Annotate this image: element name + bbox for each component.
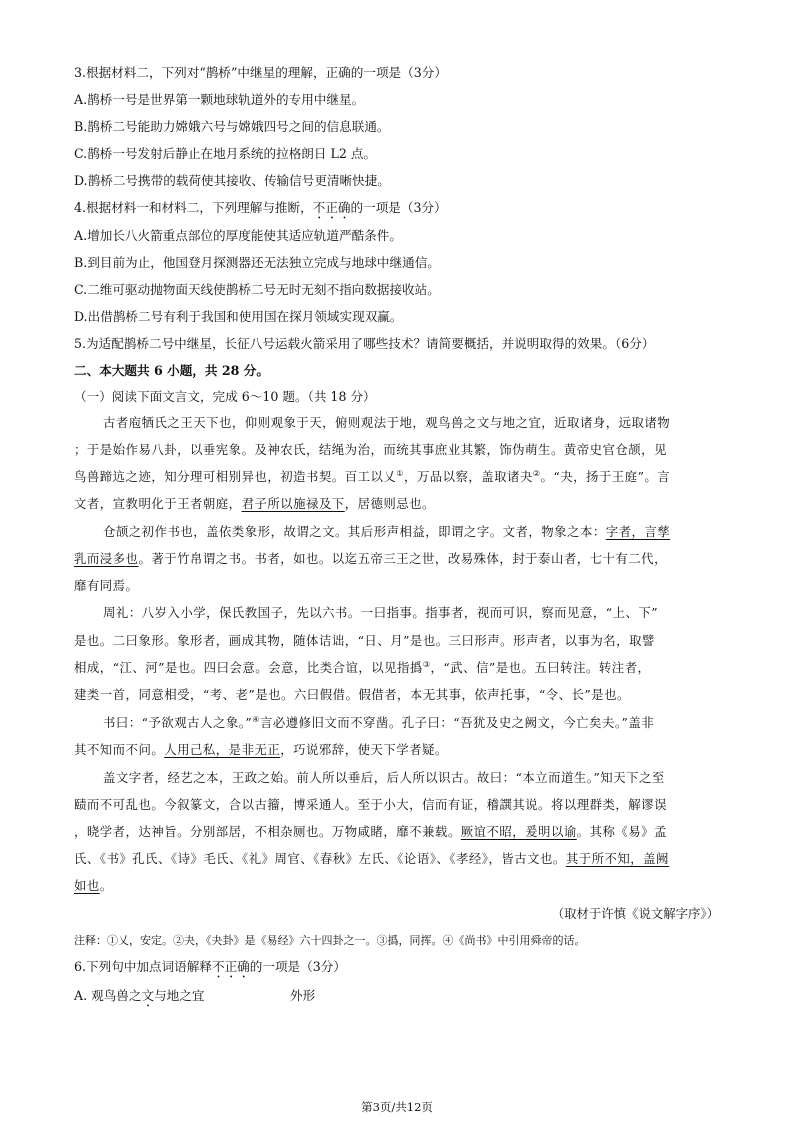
p1-l4-text: 文者，宣教明化于王者朝庭， <box>74 496 242 511</box>
p5-l4-text: 氏、《书》孔氏、《诗》毛氏、《礼》周官、《春秋》左氏、《论语》、《孝经》，皆古文也。 <box>74 851 566 866</box>
underlined-phrase: 如也 <box>74 878 100 893</box>
passage-p4-line1 <box>103 713 654 731</box>
passage-p4-line2 <box>74 740 448 758</box>
q4-stem <box>74 197 447 222</box>
passage-p3-line1: 周礼：八岁入小学，保氏教国子，先以六书。一曰指事。指事者，视而可识，察而见意，“上、下” <box>103 605 659 620</box>
q6-stem-emphasis: 不正确 <box>211 959 250 974</box>
passage-p3-line4: 建类一首，同意相受，“考、老”是也。六曰假借。假借者，本无其事，依声托事，“令、长”是也。 <box>74 687 630 702</box>
q3-option-c: C.鹊桥一号发射后静止在地月系统的拉格朗日 L2 点。 <box>74 146 377 161</box>
p5-l3-text-b: 。其称《易》孟 <box>576 824 667 839</box>
passage-p1-line4 <box>74 494 435 512</box>
footnote-4: ④ <box>252 714 260 724</box>
underlined-phrase: 君子所以施禄及下 <box>241 496 345 511</box>
p3-l3-text-b: ，“武、信”是也。五曰转注。转注者， <box>430 660 651 675</box>
passage-p5-line4 <box>74 849 669 867</box>
passage-p5-line5 <box>74 876 113 894</box>
q5-stem: 5.为适配鹊桥二号中继星，长征八号运载火箭采用了哪些技术？请简要概括，并说明取得的效果。（6分） <box>74 336 655 351</box>
section2-subtitle: （一）阅读下面文言文，完成 6～10 题。（共 18 分） <box>74 389 376 404</box>
passage-p2-line2 <box>74 549 667 567</box>
q3-stem: 3.根据材料二，下列对“鹊桥”中继星的理解，正确的一项是（3分） <box>74 65 447 80</box>
p2-l2-text: 。著于竹帛谓之书。书者，如也。以迄五帝三王之世，改易殊体，封于泰山者，七十有二代， <box>138 551 667 566</box>
underlined-phrase: 厥谊不昭，爰明以谕 <box>460 824 577 839</box>
q4-option-a: A.增加长八火箭重点部位的厚度能使其适应轨道严酷条件。 <box>74 228 402 243</box>
q4-option-b: B.到目前为止，他国登月探测器还无法独立完成与地球中继通信。 <box>74 255 440 270</box>
passage-source: （取材于许慎《说文解字序》） <box>551 906 719 921</box>
underlined-phrase: 人用己私，是非无正 <box>164 742 281 757</box>
page-footer: 第3页/共12页 <box>361 1100 433 1114</box>
p4-l2-text: 其不知而不问。 <box>74 742 165 757</box>
footnotes: 注释：①乂，安定。②夬，《夬卦》是《易经》六十四卦之一。③撝，同挥。④《尚书》中引用舜帝的话。 <box>74 934 586 947</box>
passage-p1-line2: ；于是始作易八卦，以垂宪象。及神农氏，结绳为治，而统其事庶业其繁，饰伪萌生。黄帝史官仓颉，见 <box>74 442 667 457</box>
passage-p3-line2: 是也。二曰象形。象形者，画成其物，随体诘诎，“日、月”是也。三曰形声。形声者，以事为名，取譬 <box>74 633 655 648</box>
p5-l3-text: ，晓学者，达神旨。分别部居，不相杂厕也。万物咸睹，靡不兼载。 <box>74 824 461 839</box>
p4-l2-text-b: ，巧说邪辞，使天下学者疑。 <box>280 742 448 757</box>
q3-option-a: A.鹊桥一号是世界第一颗地球轨道外的专用中继星。 <box>74 92 365 107</box>
q6-option-a <box>74 985 204 1010</box>
underlined-phrase: 字者，言孳 <box>605 524 671 539</box>
passage-p5-line2: 赜而不可乱也。今叙篆文，合以古籀，博采通人。至于小大，信而有证，稽譔其说。将以理群类，解谬误 <box>74 797 667 812</box>
q3-option-d: D.鹊桥二号携带的载荷使其接收、传输信号更清晰快捷。 <box>74 173 390 188</box>
q6-a-pre: A. 观鸟兽之 <box>74 988 142 1003</box>
footnote-2: ② <box>532 468 541 478</box>
p5-l5-text: 。 <box>99 878 113 893</box>
q4-stem-post: 的一项是（3分） <box>350 200 447 215</box>
q3-option-b: B.鹊桥二号能助力嫦娥六号与嫦娥四号之间的信息联通。 <box>74 119 390 134</box>
passage-p1-line1: 古者庖牺氏之王天下也，仰则观象于天，俯则观法于地，观鸟兽之文与地之宜，近取诸身，远取诸物 <box>103 415 671 430</box>
q4-option-d: D.出借鹊桥二号有利于我国和使用国在探月领域实现双赢。 <box>74 309 403 324</box>
passage-p1-line3 <box>74 467 670 485</box>
q6-a-emphasis: 文 <box>141 988 155 1003</box>
q6-stem-post: 的一项是（3分） <box>249 959 346 974</box>
q6-a-post: 与地之宜 <box>154 988 205 1003</box>
p1-l3-text: 鸟兽蹄迒之迹，知分理可相别异也，初造书契。百工以乂 <box>74 469 397 484</box>
passage-p5-line3 <box>74 822 667 840</box>
p4-l1-text: 书曰：“予欲观古人之象。” <box>103 715 253 730</box>
q6-stem-pre: 6.下列句中加点词语解释 <box>74 959 212 974</box>
p1-l3-text-c: 。“夬，扬于王庭”。言 <box>540 469 671 484</box>
p1-l4-text-b: ，居德则忌也。 <box>344 496 435 511</box>
footnote-1: ① <box>396 468 404 478</box>
p4-l1-text-b: 言必遵修旧文而不穿凿。孔子曰：“吾犹及史之阙文，今亡矣夫。”盖非 <box>259 715 655 730</box>
passage-p2-line1 <box>103 522 670 540</box>
passage-p2-line3: 靡有同焉。 <box>74 578 139 593</box>
footnote-3: ③ <box>422 659 431 669</box>
underlined-phrase: 乳而浸多也 <box>74 551 139 566</box>
p1-l3-text-b: ，万品以察，盖取诸夬 <box>403 469 533 484</box>
q4-stem-emphasis: 不正确 <box>312 200 351 215</box>
q6-stem <box>74 956 346 981</box>
section2-title: 二、本大题共 6 小题，共 28 分。 <box>74 363 269 378</box>
p2-l1-text: 仓颉之初作书也，盖依类象形，故谓之文。其后形声相益，即谓之字。文者，物象之本： <box>103 524 606 539</box>
passage-p5-line1: 盖文字者，经艺之本，王政之始。前人所以垂后，后人所以识古。故曰：“本立而道生。”知天下之至 <box>103 770 665 785</box>
q4-option-c: C.二维可驱动抛物面天线使鹊桥二号无时无刻不指向数据接收站。 <box>74 282 440 297</box>
passage-p3-line3 <box>74 658 650 676</box>
q4-stem-pre: 4.根据材料一和材料二，下列理解与推断， <box>74 200 313 215</box>
q6-option-a-gloss: 外形 <box>290 988 316 1003</box>
underlined-phrase: 其于所不知，盖阙 <box>565 851 669 866</box>
p3-l3-text: 相成，“江、河”是也。四曰会意。会意，比类合谊，以见指撝 <box>74 660 423 675</box>
